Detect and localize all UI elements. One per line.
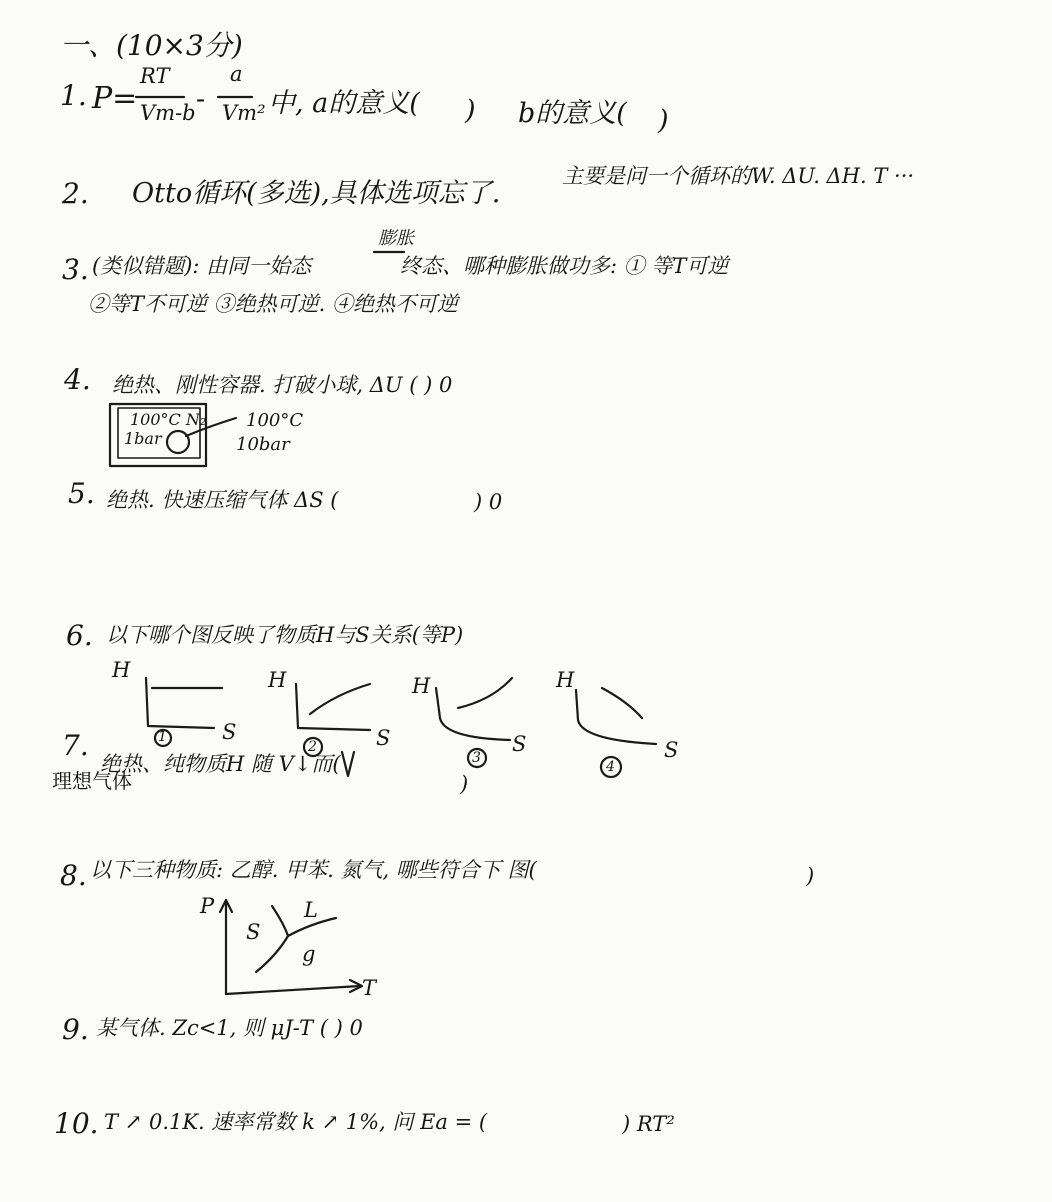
q8-solid-liquid-line — [272, 906, 288, 936]
q3-arrow-label: 膨胀 — [378, 228, 414, 249]
q4-inner-label-1: 100°C N₂ — [130, 410, 207, 429]
q3-line1: (类似错题): 由同一始态 — [92, 254, 312, 278]
q6-graph4-curve — [602, 688, 642, 718]
q6-graph4-circle — [601, 757, 621, 777]
q8-text: 以下三种物质: 乙醇. 甲苯. 氮气, 哪些符合下 图( — [90, 858, 537, 882]
q7-text: 绝热、纯物质H 随 V↓而( — [100, 752, 341, 776]
q8-liquid-gas-line — [288, 918, 336, 936]
q6-graph2-circle — [304, 738, 322, 756]
q8-phase-y-label: P — [200, 894, 215, 918]
q9-text: 某气体. Zc<1, 则 μJ-T ( ) 0 — [96, 1016, 363, 1040]
q10-close: ) RT² — [622, 1112, 675, 1136]
q1-text-a: 中, a的意义( — [268, 88, 420, 119]
q3-line1-end: 终态、哪种膨胀做功多: ① 等T可逆 — [400, 254, 729, 278]
q6-graph2-number: 2 — [308, 739, 317, 755]
q4-container-outer — [110, 404, 206, 466]
q7-number: 7. — [62, 729, 89, 762]
q1-fraction1-numerator: RT — [140, 64, 170, 88]
q6-graph3-x-label: S — [512, 732, 527, 756]
section-header: 一、(10×3分) — [60, 29, 243, 62]
q2-text: Otto循环(多选),具体选项忘了. — [132, 178, 501, 209]
q5-close: ) 0 — [474, 490, 503, 514]
q9-number: 9. — [62, 1013, 89, 1046]
q8-region-liquid: L — [304, 898, 318, 922]
q6-graph2-axes — [296, 684, 370, 730]
q6-graph1-x-label: S — [222, 720, 237, 744]
q6-graph2-y-label: H — [268, 668, 287, 692]
q4-container-inner — [118, 408, 200, 458]
q8-number: 8. — [60, 859, 87, 892]
q6-graph4-axes — [576, 690, 656, 744]
q1-fraction2-numerator: a — [230, 62, 243, 86]
q6-graph2-x-label: S — [376, 726, 391, 750]
q4-outer-label-2: 10bar — [236, 434, 290, 455]
q6-graph1-axes — [146, 678, 214, 728]
q6-graph3-curve — [458, 678, 512, 708]
q8-close: ) — [806, 864, 815, 888]
q10-number: 10. — [54, 1107, 99, 1140]
q1-close-b: ) — [658, 105, 669, 136]
q6-graph1-circle — [155, 730, 171, 746]
q3-line2: ②等T不可逆 ③绝热可逆. ④绝热不可逆 — [88, 292, 459, 316]
q6-text: 以下哪个图反映了物质H与S关系(等P) — [106, 623, 464, 647]
q6-graph4-number: 4 — [606, 759, 615, 775]
q6-graph3-circle — [468, 749, 486, 767]
q5-text: 绝热. 快速压缩气体 ΔS ( — [106, 488, 339, 512]
q4-number: 4. — [64, 363, 91, 396]
q6-graph4-y-label: H — [556, 668, 575, 692]
q6-graph3-y-label: H — [412, 674, 431, 698]
q8-solid-gas-line — [256, 936, 288, 972]
q6-number: 6. — [66, 619, 93, 652]
q6-graph2-curve — [310, 684, 370, 714]
q8-x-axis — [226, 986, 360, 994]
q2-number: 2. — [62, 177, 89, 210]
q1-close-a: ) — [465, 95, 476, 126]
q1-minus: - — [196, 84, 206, 115]
q3-number: 3. — [62, 253, 89, 286]
q5-number: 5. — [68, 477, 95, 510]
q7-down-arrow — [342, 752, 354, 776]
q6-graph1-y-label: H — [112, 658, 131, 682]
q4-text: 绝热、刚性容器. 打破小球, ΔU ( ) 0 — [112, 373, 453, 397]
q6-graph4-x-label: S — [664, 738, 679, 762]
q1-formula-lhs: P= — [92, 81, 138, 116]
q7-printed-annotation: 理想气体 — [52, 769, 132, 793]
q6-graph3-number: 3 — [472, 750, 481, 766]
q6-graph3-axes — [436, 688, 510, 740]
q4-ball-pointer — [186, 418, 236, 436]
q6-graph1-number: 1 — [158, 729, 167, 745]
q8-phase-x-label: T — [362, 976, 377, 1000]
q4-inner-label-2: 1bar — [124, 429, 162, 448]
q7-close: ) — [460, 772, 469, 796]
q2-note: 主要是问一个循环的W. ΔU. ΔH. T ··· — [562, 164, 915, 188]
q4-ball — [167, 431, 189, 453]
q8-region-solid: S — [246, 920, 261, 944]
q1-text-b: b的意义( — [518, 98, 627, 129]
q8-region-gas: g — [302, 942, 316, 966]
q10-text: T ↗ 0.1K. 速率常数 k ↗ 1%, 问 Ea = ( — [104, 1110, 488, 1134]
q1-fraction2-denominator: Vm² — [222, 101, 266, 125]
q1-number: 1. — [60, 79, 87, 112]
q4-outer-label-1: 100°C — [246, 410, 304, 431]
q1-fraction1-denominator: Vm-b — [140, 101, 196, 125]
